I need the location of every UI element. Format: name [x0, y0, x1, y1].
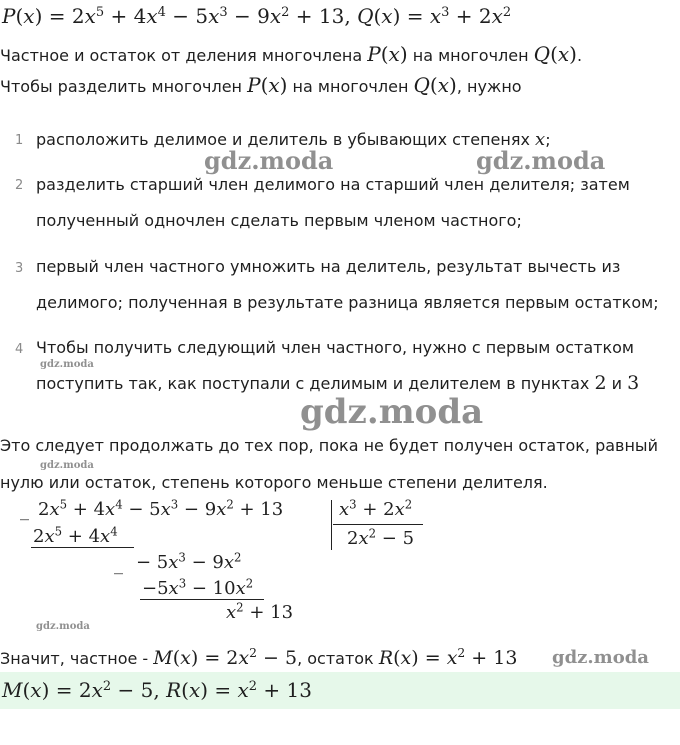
division-minus-1: _ — [20, 500, 29, 521]
intro-line-1: Частное и остаток от деления многочлена P(x) на многочлен Q(x). — [0, 42, 583, 66]
division-step-2: $-5x^3 - 10x^2$ — [142, 576, 254, 599]
watermark-text: gdz.moda — [476, 146, 606, 175]
watermark-text: gdz.moda — [40, 359, 94, 370]
watermark-text: gdz.moda — [40, 460, 94, 471]
division-remainder: $x^2 + 13$ — [226, 600, 294, 623]
division-divisor: $x^3 + 2x^2$ — [339, 497, 413, 520]
step-number: 3 — [15, 261, 24, 276]
header-formula: $P(x) = 2x^5 + 4x^4 - 5x^3 - 9x^2 + 13$, $Q(x) = x^3 + 2x^2$ — [2, 4, 512, 28]
step-text-line: Чтобы получить следующий член частного, нужно с первым остатком — [36, 338, 634, 357]
step-1-text: расположить делимое и делитель в убывающих степенях x; — [36, 129, 551, 150]
step-4-line-2: поступить так, как поступали с делимым и делителем в пунктах 2 и 3 — [36, 372, 640, 394]
continue-line-2: нулю или остаток, степень которого меньше степени делителя. — [0, 473, 548, 492]
division-minus-2: _ — [114, 554, 123, 575]
division-step-1: $2x^5 + 4x^4$ — [33, 524, 118, 547]
watermark-text: gdz.moda — [36, 621, 90, 632]
division-rule-2 — [140, 599, 264, 600]
step-text-line: делимого; полученная в результате разница является первым остатком; — [36, 293, 659, 312]
watermark-text: gdz.moda — [300, 392, 484, 432]
watermark-text: gdz.moda — [552, 647, 649, 668]
step-number: 1 — [15, 133, 24, 148]
step-text-line: полученный одночлен сделать первым членом частного; — [36, 211, 522, 230]
watermark-text: gdz.moda — [204, 146, 334, 175]
divisor-rule — [333, 524, 423, 525]
division-bracket — [331, 500, 332, 550]
division-rule-1 — [31, 547, 134, 548]
intro-line-2: Чтобы разделить многочлен P(x) на многочлен Q(x), нужно — [0, 73, 522, 97]
conclusion: Значит, частное - $M(x) = 2x^2 - 5$, остаток $R(x) = x^2 + 13$ — [0, 646, 518, 669]
answer-formula: $M(x) = 2x^2 - 5$, $R(x) = x^2 + 13$ — [2, 678, 312, 702]
division-quotient: $2x^2 - 5$ — [347, 526, 415, 549]
continue-line-1: Это следует продолжать до тех пор, пока не будет получен остаток, равный — [0, 436, 658, 455]
division-remainder-1: − $5x^3 - 9x^2$ — [136, 550, 242, 573]
step-number: 2 — [15, 178, 24, 193]
division-dividend: $2x^5 + 4x^4 - 5x^3 - 9x^2 + 13$ — [38, 497, 284, 520]
step-number: 4 — [15, 342, 24, 357]
step-text-line: разделить старший член делимого на старший член делителя; затем — [36, 175, 630, 194]
step-text-line: первый член частного умножить на делитель, результат вычесть из — [36, 257, 621, 276]
